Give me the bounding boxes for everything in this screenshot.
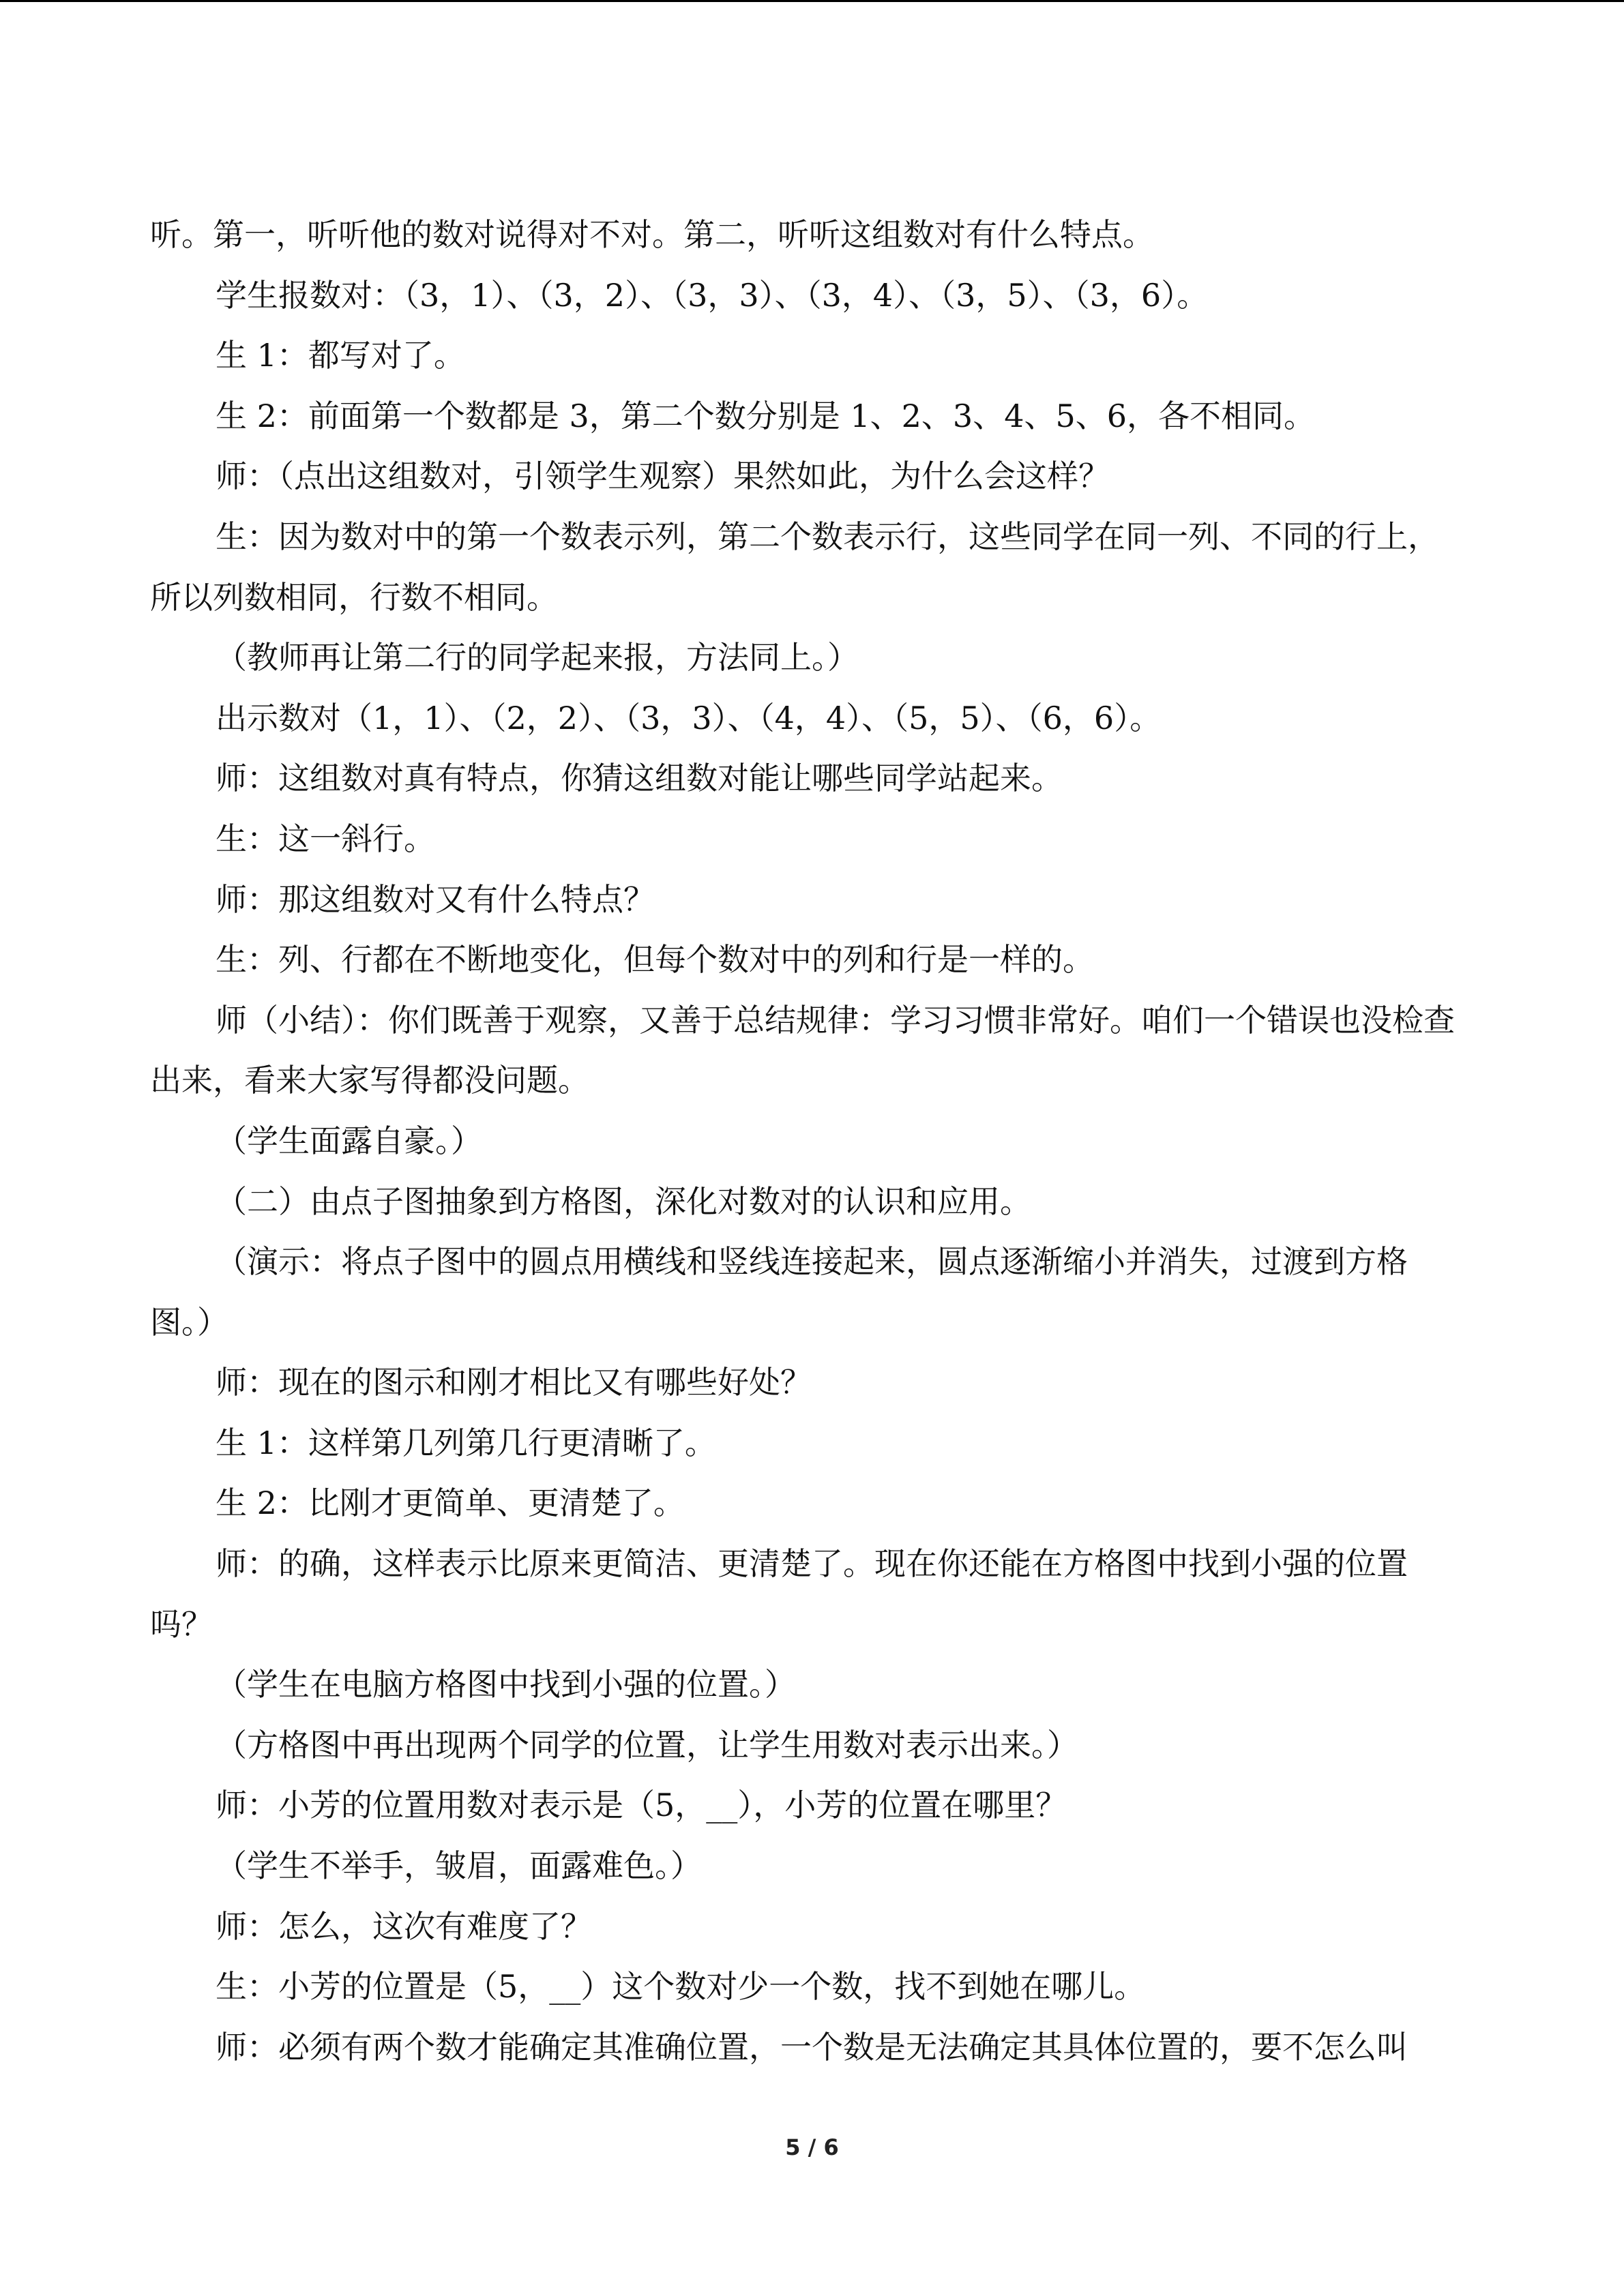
paragraph: （二）由点子图抽象到方格图，深化对数对的认识和应用。: [216, 1182, 1031, 1220]
paragraph: 生：列、行都在不断地变化，但每个数对中的列和行是一样的。: [216, 941, 1094, 979]
text-body: [150, 205, 1460, 2077]
paragraph: 生：这一斜行。: [216, 820, 435, 857]
paragraph: （学生面露自豪。）: [216, 1122, 482, 1159]
paragraph: 师：怎么，这次有难度了？: [216, 1907, 592, 1945]
paragraph: 生 2：前面第一个数都是 3，第二个数分别是 1、2、3、4、5、6，各不相同。: [216, 397, 1315, 434]
paragraph: 师：那这组数对又有什么特点？: [216, 880, 655, 918]
paragraph: 出示数对（1，1）、（2，2）、（3，3）、（4，4）、（5，5）、（6，6）。: [216, 699, 1162, 736]
paragraph: （教师再让第二行的同学起来报，方法同上。）: [216, 639, 859, 676]
paragraph: 生 1：都写对了。: [216, 337, 465, 374]
paragraph: 生 1：这样第几列第几行更清晰了。: [216, 1424, 716, 1461]
paragraph: （学生在电脑方格图中找到小强的位置。）: [216, 1666, 796, 1703]
page-number: 5 / 6: [785, 2134, 839, 2160]
paragraph: 师：（点出这组数对，引领学生观察）果然如此，为什么会这样？: [216, 458, 1110, 495]
paragraph: 师（小结）：你们既善于观察，又善于总结规律：学习习惯非常好。咱们一个错误也没检查出来，看来大家写得都没问题。: [150, 1001, 1455, 1099]
paragraph: （演示：将点子图中的圆点用横线和竖线连接起来，圆点逐渐缩小并消失，过渡到方格图。）: [150, 1243, 1408, 1341]
paragraph: 生 2：比刚才更简单、更清楚了。: [216, 1485, 685, 1522]
paragraph: 师：必须有两个数才能确定其准确位置，一个数是无法确定其具体位置的，要不怎么叫: [216, 2028, 1408, 2066]
paragraph: 学生报数对：（3，1）、（3，2）、（3，3）、（3，4）、（3，5）、（3，6）。: [216, 276, 1209, 314]
paragraph: （方格图中再出现两个同学的位置，让学生用数对表示出来。）: [216, 1726, 1078, 1763]
paragraph: 师：小芳的位置用数对表示是（5，__），小芳的位置在哪里？: [216, 1787, 1067, 1824]
paragraph: 生：小芳的位置是（5，__）这个数对少一个数，找不到她在哪儿。: [216, 1968, 1146, 2006]
paragraph: 师：这组数对真有特点，你猜这组数对能让哪些同学站起来。: [216, 760, 1063, 797]
paragraph: 听。第一，听听他的数对说得对不对。第二，听听这组数对有什么特点。: [150, 216, 1154, 253]
paragraph: 生：因为数对中的第一个数表示列，第二个数表示行，这些同学在同一列、不同的行上，所以列数相同，行数不相同。: [150, 518, 1439, 616]
paragraph: 师：的确，这样表示比原来更简洁、更清楚了。现在你还能在方格图中找到小强的位置吗？: [150, 1545, 1408, 1643]
paragraph: （学生不举手，皱眉，面露难色。）: [216, 1847, 702, 1885]
paragraph: 师：现在的图示和刚才相比又有哪些好处？: [216, 1364, 812, 1401]
